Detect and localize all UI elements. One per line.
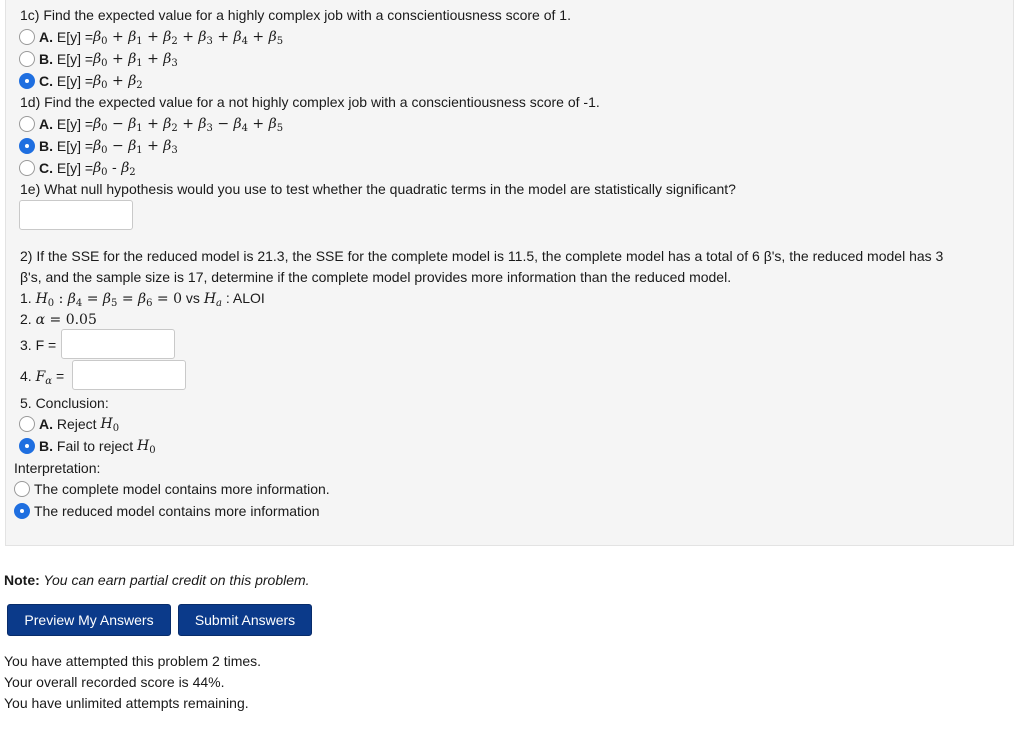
conclusion-radio-b[interactable] (19, 438, 35, 454)
f-critical-input[interactable] (72, 360, 186, 390)
preview-answers-button[interactable]: Preview My Answers (7, 604, 171, 636)
q1c-formula-a: $\beta_0 + \beta_1 + \beta_2 + \beta_3 + \beta_4 + \beta_5$ (93, 29, 284, 47)
partial-credit-note: Note: You can earn partial credit on this problem. (4, 572, 310, 588)
q1d-formula-c: $\beta_0 - \beta_2$ (93, 160, 136, 178)
alpha-value: 0.05 (65, 312, 97, 328)
q1d-option-c[interactable]: C. E[y] = $\beta_0 - \beta_2$ (19, 159, 136, 177)
interpretation-radio-reduced[interactable] (14, 503, 30, 519)
remaining-status: You have unlimited attempts remaining. (4, 695, 249, 711)
q2-step3-label: 3. F = (20, 337, 57, 353)
conclusion-option-a[interactable]: A. Reject $H_0$ (19, 415, 119, 433)
q2-step4-label: 4. $F_\alpha$ = (20, 368, 65, 387)
q1d-prompt: 1d) Find the expected value for a not highly complex job with a conscientiousness score of -1. (20, 94, 600, 110)
q2-step5-label: 5. Conclusion: (20, 395, 109, 411)
score-status: Your overall recorded score is 44%. (4, 674, 225, 690)
q1d-radio-b[interactable] (19, 138, 35, 154)
q1d-radio-a[interactable] (19, 116, 35, 132)
f-statistic-input[interactable] (61, 329, 175, 359)
q1c-radio-a[interactable] (19, 29, 35, 45)
q1c-radio-c[interactable] (19, 73, 35, 89)
attempts-status: You have attempted this problem 2 times. (4, 653, 262, 669)
interpretation-option-complete[interactable]: The complete model contains more information. (14, 480, 330, 498)
q1c-option-c[interactable]: C. E[y] = $\beta_0 + \beta_2$ (19, 72, 143, 90)
q1d-radio-c[interactable] (19, 160, 35, 176)
q2-step2: 2. α = 0.05 (20, 311, 97, 328)
submit-answers-button[interactable]: Submit Answers (178, 604, 312, 636)
q2-hypothesis-formula: $H_0$ : $\beta_4 = \beta_5 = \beta_6 = 0$ (35, 291, 183, 309)
interpretation-label: Interpretation: (14, 460, 101, 476)
problem-panel (5, 0, 1014, 546)
conclusion-radio-a[interactable] (19, 416, 35, 432)
interpretation-radio-complete[interactable] (14, 481, 30, 497)
q1e-prompt: 1e) What null hypothesis would you use to test whether the quadratic terms in the model are statistically significant? (20, 181, 736, 197)
q1c-radio-b[interactable] (19, 51, 35, 67)
q2-step1: 1. $H_0$ : $\beta_4 = \beta_5 = \beta_6 = 0$ vs $H_a$ : ALOI (20, 290, 265, 309)
conclusion-option-b[interactable]: B. Fail to reject $H_0$ (19, 437, 156, 455)
q1d-option-a[interactable]: A. E[y] = $\beta_0 - \beta_1 + \beta_2 + \beta_3 - \beta_4 + \beta_5$ (19, 115, 283, 133)
q1d-formula-a: $\beta_0 - \beta_1 + \beta_2 + \beta_3 - \beta_4 + \beta_5$ (93, 116, 284, 134)
q1c-formula-c: $\beta_0 + \beta_2$ (93, 73, 143, 91)
q1c-option-b[interactable]: B. E[y] = $\beta_0 + \beta_1 + \beta_3$ (19, 50, 178, 68)
q2-text-line1: 2) If the SSE for the reduced model is 21.3, the SSE for the complete model is 11.5, the complete model has a total of 6 β's, the reduced model has 3 (20, 248, 944, 264)
q1c-option-a[interactable]: A. E[y] = $\beta_0 + \beta_1 + \beta_2 + \beta_3 + \beta_4 + \beta_5$ (19, 28, 283, 46)
q2-text-line2: β's, and the sample size is 17, determine if the complete model provides more information than the reduced model. (20, 269, 732, 285)
q1c-prompt: 1c) Find the expected value for a highly complex job with a conscientiousness score of 1. (20, 7, 571, 23)
q1e-answer-input[interactable] (19, 200, 133, 230)
q1d-option-b[interactable]: B. E[y] = $\beta_0 - \beta_1 + \beta_3$ (19, 137, 178, 155)
q1d-formula-b: $\beta_0 - \beta_1 + \beta_3$ (93, 138, 178, 156)
q1c-formula-b: $\beta_0 + \beta_1 + \beta_3$ (93, 51, 178, 69)
interpretation-option-reduced[interactable]: The reduced model contains more information (14, 502, 320, 520)
